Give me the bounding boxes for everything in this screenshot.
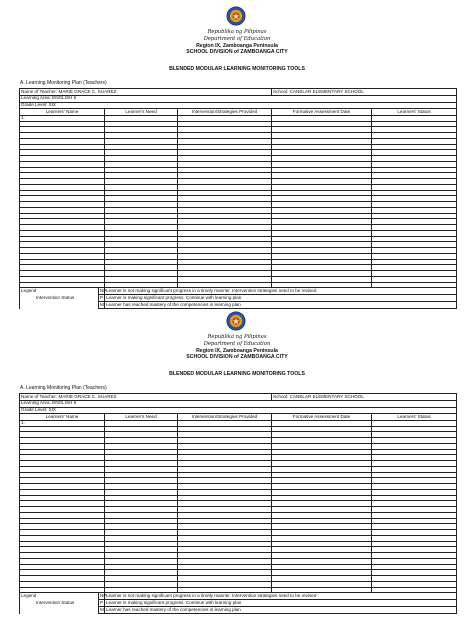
document-title: BLENDED MODULAR LEARNING MONITORING TOOLS — [169, 371, 305, 377]
intervention-status-label: Intervention Status — [20, 600, 99, 607]
document-title: BLENDED MODULAR LEARNING MONITORING TOOLS — [169, 66, 305, 72]
grade-level-field[interactable]: Grade Level: SIX — [20, 102, 457, 109]
legend-text-p: Learner is making significant progress. Continue with learning plan — [105, 295, 457, 302]
legend-code-m: M — [100, 606, 104, 612]
legend-text-np: Learner is not making significant progress in a timely manner. Intervention strategies need to be revised — [105, 288, 457, 295]
legend-text-m: Learner has reached mastery of the competencies in learning plan — [105, 302, 457, 309]
republic-line: Republika ng Pilipinas — [207, 29, 267, 35]
deped-seal-icon — [226, 311, 246, 331]
plan-label: A. Learning Monitoring Plan (Teachers) — [20, 385, 107, 391]
learning-area-field[interactable]: Learning Area: ENGLISH 6 — [20, 400, 457, 407]
legend-label: Legend — [20, 288, 99, 295]
legend-code-m: M — [100, 301, 104, 307]
region-line: Region IX, Zamboanga Peninsula — [196, 43, 278, 49]
col-learners-need: Learner's Need — [105, 414, 178, 421]
col-learners-status: Learners' Status — [372, 414, 457, 421]
learner-name-cell[interactable]: 1. — [20, 420, 105, 426]
col-assessment-date: Formative Assessment Date — [272, 109, 372, 116]
legend-spacer — [20, 607, 99, 614]
plan-label: A. Learning Monitoring Plan (Teachers) — [20, 80, 107, 86]
legend-text-p: Learner is making significant progress. Continue with learning plan — [105, 600, 457, 607]
teacher-field[interactable]: Name of Teacher: MARIE GRACE C. SUAREZ — [20, 394, 272, 401]
region-line: Region IX, Zamboanga Peninsula — [196, 348, 278, 354]
grade-level-field[interactable]: Grade Level: SIX — [20, 407, 457, 414]
department-line: Department of Education — [203, 36, 271, 42]
legend-text-m: Learner has reached mastery of the competencies in learning plan — [105, 607, 457, 614]
learner-rows — [20, 115, 457, 288]
republic-line: Republika ng Pilipinas — [207, 334, 267, 340]
legend-code-np: NP — [100, 593, 107, 599]
monitoring-table — [19, 393, 457, 614]
legend-code-p: P — [100, 600, 104, 606]
intervention-status-label: Intervention Status — [20, 295, 99, 302]
col-learners-name: Learners' Name — [20, 414, 105, 421]
col-learners-need: Learner's Need — [105, 109, 178, 116]
legend-code-np: NP — [100, 288, 107, 294]
col-learners-status: Learners' Status — [372, 109, 457, 116]
learner-rows — [20, 420, 457, 593]
department-line: Department of Education — [203, 341, 271, 347]
school-field[interactable]: School: CANELAR ELEMENTARY SCHOOL — [272, 394, 457, 401]
monitoring-table — [19, 88, 457, 309]
legend-label: Legend — [20, 593, 99, 600]
legend-code-p: P — [100, 295, 104, 301]
col-intervention: Intervention/Strategies Provided — [178, 414, 272, 421]
col-intervention: Intervention/Strategies Provided — [178, 109, 272, 116]
division-line: SCHOOL DIVISION of ZAMBOANGA CITY — [186, 49, 288, 55]
school-field[interactable]: School: CANELAR ELEMENTARY SCHOOL — [272, 89, 457, 96]
legend-text-np: Learner is not making significant progress in a timely manner. Intervention strategies need to be revised — [105, 593, 457, 600]
col-learners-name: Learners' Name — [20, 109, 105, 116]
deped-seal-icon — [226, 6, 246, 26]
col-assessment-date: Formative Assessment Date — [272, 414, 372, 421]
division-line: SCHOOL DIVISION of ZAMBOANGA CITY — [186, 354, 288, 360]
learner-name-cell[interactable]: 1. — [20, 115, 105, 121]
teacher-field[interactable]: Name of Teacher: MARIE GRACE C. SUAREZ — [20, 89, 272, 96]
legend-spacer — [20, 302, 99, 309]
learning-area-field[interactable]: Learning Area: ENGLISH 6 — [20, 95, 457, 102]
